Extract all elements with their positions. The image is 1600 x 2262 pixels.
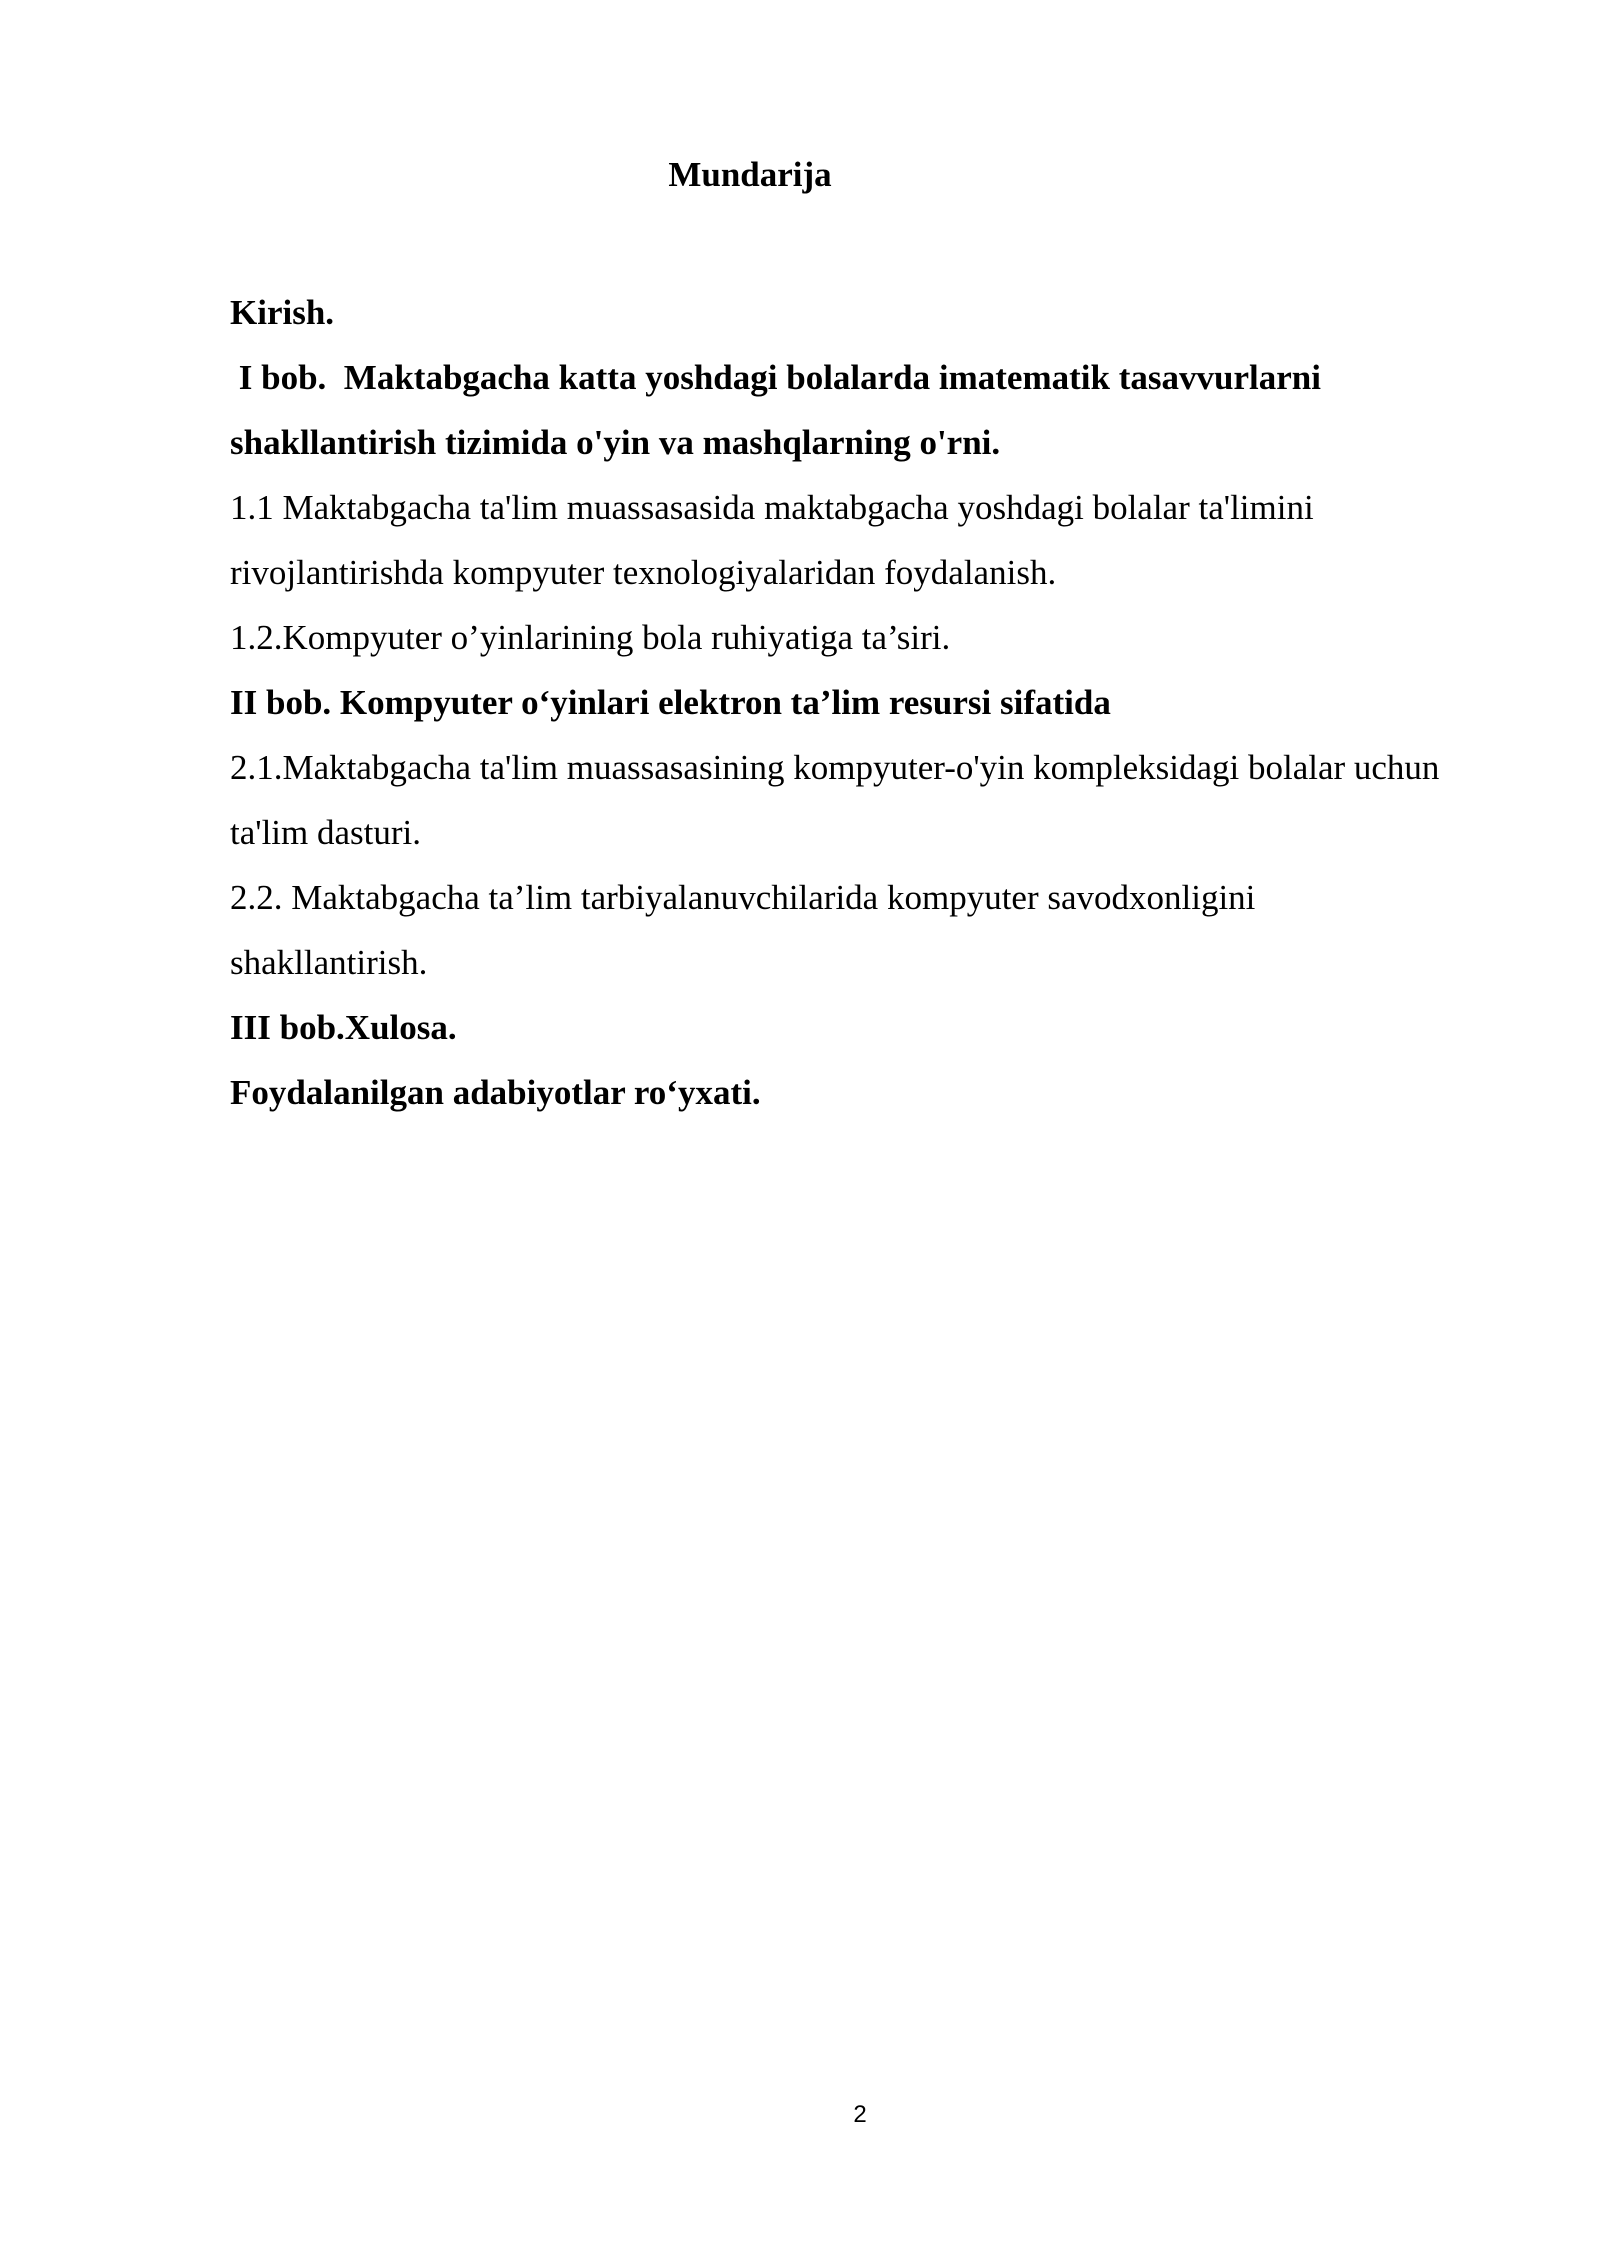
toc-entry-section-2-2: 2.2. Maktabgacha ta’lim tarbiyalanuvchilarida kompyuter savodxonligini shakllantirish.	[230, 878, 1256, 982]
table-of-contents	[230, 280, 1450, 1125]
toc-entry-section-1-1: 1.1 Maktabgacha ta'lim muassasasida maktabgacha yoshdagi bolalar ta'limini rivojlantirishda kompyuter texnologiyalaridan foydalanish.	[230, 488, 1314, 592]
toc-entry-bibliography: Foydalanilgan adabiyotlar ro‘yxati.	[230, 1073, 761, 1112]
toc-entry-section-1-2: 1.2.Kompyuter o’yinlarining bola ruhiyatiga ta’siri.	[230, 618, 951, 657]
page-title: Mundarija	[668, 155, 832, 194]
toc-entry-section-2-1: 2.1.Maktabgacha ta'lim muassasasining kompyuter-o'yin kompleksidagi bolalar uchun ta'lim dasturi.	[230, 748, 1440, 852]
toc-entry-chapter-1: I bob. Maktabgacha katta yoshdagi bolalarda imatematik tasavvurlarni shakllantirish tizimida o'yin va mashqlarning o'rni.	[230, 358, 1330, 462]
page-number: 2	[853, 2101, 867, 2128]
toc-entry-introduction: Kirish.	[230, 293, 335, 332]
toc-entry-chapter-2: II bob. Kompyuter o‘yinlari elektron ta’lim resursi sifatida	[230, 683, 1111, 722]
toc-entry-conclusion: III bob.Xulosa.	[230, 1008, 457, 1047]
